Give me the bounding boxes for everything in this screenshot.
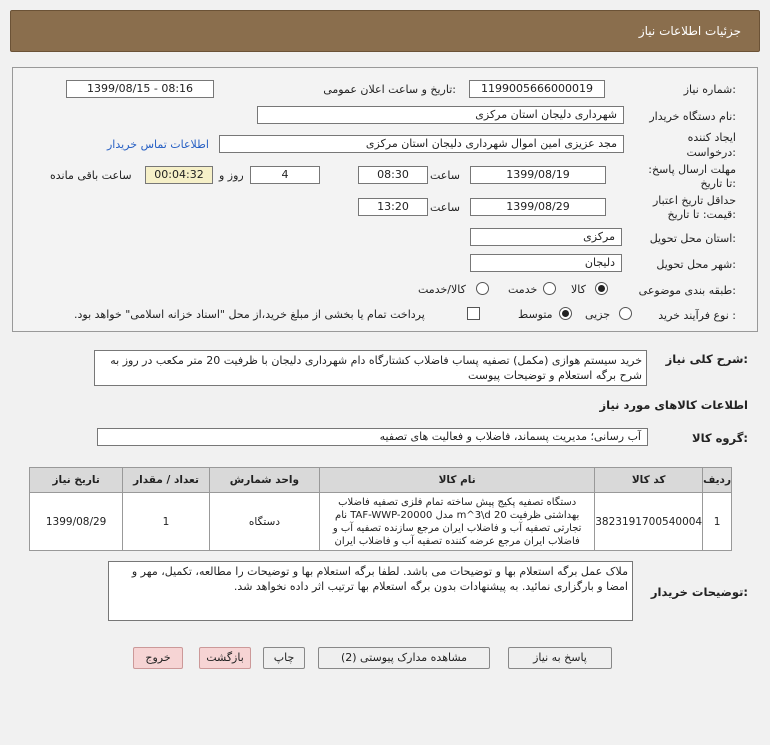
- validity-time-field: 13:20: [358, 198, 428, 216]
- days-field: 4: [250, 166, 320, 184]
- treasury-payment-note: پرداخت تمام یا بخشی از مبلغ خرید،از محل "اسناد خزانه اسلامی" خواهد بود.: [74, 308, 425, 321]
- col-index: ردیف: [703, 468, 732, 493]
- process-medium-label: متوسط: [518, 308, 553, 321]
- days-label: روز و: [219, 169, 244, 182]
- description-label: شرح کلی نیاز:: [665, 352, 748, 366]
- category-label: طبقه بندی موضوعی:: [638, 284, 736, 297]
- description-field: خرید سیستم هوازی (مکمل) تصفیه پساب فاضلاب کشتارگاه دام شهرداری دلیجان با ظرفیت 20 متر مکعب در روز به شرح برگه استعلام و توضیحات پیوست: [94, 350, 647, 386]
- goods-table-header: [30, 468, 732, 493]
- category-service-radio[interactable]: [543, 282, 556, 295]
- creator-label: ایجاد کننده درخواست:: [686, 131, 736, 159]
- row-code: 3823191700540004: [595, 493, 703, 551]
- buyer-notes-field: ملاک عمل برگه استعلام بها و توضیحات می باشد. لطفا برگه استعلام بها و توضیحات را مطالعه، تکمیل، مهر و امضا و بارگزاری نمائید. به پیشنهادات بدون برگه استعلام بها ترتیب اثر داده نخواهد شد.: [108, 561, 633, 621]
- remaining-label: ساعت باقی مانده: [50, 169, 132, 182]
- print-button[interactable]: چاپ: [263, 647, 305, 669]
- send-time-label: ساعت: [430, 169, 460, 182]
- category-service-label: خدمت: [508, 283, 538, 296]
- province-label: استان محل تحویل:: [649, 232, 736, 245]
- announce-datetime-field: 1399/08/15 - 08:16: [66, 80, 214, 98]
- row-unit: دستگاه: [209, 493, 319, 551]
- creator-field: مجد عزیزی امین اموال شهرداری دلیجان استان مرکزی: [219, 135, 624, 153]
- row-date: 1399/08/29: [30, 493, 123, 551]
- validity-time-label: ساعت: [430, 201, 460, 214]
- back-button[interactable]: بازگشت: [199, 647, 251, 669]
- row-name: دستگاه تصفیه پکیج پیش ساخته تمام فلزی تصفیه فاضلاب بهداشتی ظرفیت m^3\d 20 مدل TAF-WWP-20000 نام تجارتی تصفیه آب و فاضلاب ایران مرجع سازنده تصفیه آب و فاضلاب ایران مرجع عرضه کننده تصفیه آب و فاضلاب ایران: [320, 493, 595, 551]
- send-deadline-label: مهلت ارسال پاسخ: تا تاریخ:: [648, 163, 736, 190]
- category-both-radio[interactable]: [476, 282, 489, 295]
- table-row: [30, 493, 732, 551]
- goods-group-label: گروه کالا:: [692, 431, 748, 445]
- category-goods-label: کالا: [571, 283, 586, 296]
- reply-button[interactable]: پاسخ به نیاز: [508, 647, 612, 669]
- process-minor-radio[interactable]: [619, 307, 632, 320]
- validity-date-field: 1399/08/29: [470, 198, 606, 216]
- col-unit: واحد شمارش: [209, 468, 319, 493]
- need-number-label: شماره نیاز:: [683, 83, 736, 96]
- category-both-label: کالا/خدمت: [418, 283, 466, 296]
- city-label: شهر محل تحویل:: [656, 258, 736, 271]
- process-medium-radio[interactable]: [559, 307, 572, 320]
- row-qty: 1: [123, 493, 210, 551]
- city-field: دلیجان: [470, 254, 622, 272]
- price-validity-label: حداقل تاریخ اعتبار قیمت: تا تاریخ:: [652, 194, 736, 221]
- buyer-notes-label: توضیحات خریدار:: [650, 585, 748, 599]
- category-goods-radio[interactable]: [595, 282, 608, 295]
- buyer-contact-link[interactable]: اطلاعات تماس خریدار: [107, 138, 209, 151]
- treasury-payment-checkbox[interactable]: [467, 307, 480, 320]
- send-time-field: 08:30: [358, 166, 428, 184]
- col-name: نام کالا: [320, 468, 595, 493]
- buyer-org-label: نام دستگاه خریدار:: [649, 110, 736, 123]
- goods-section-title: اطلاعات کالاهای مورد نیاز: [599, 398, 748, 412]
- col-qty: تعداد / مقدار: [123, 468, 210, 493]
- row-index: 1: [703, 493, 732, 551]
- process-label: نوع فرآیند خرید :: [658, 309, 736, 322]
- page-header: [10, 10, 760, 52]
- col-date: تاریخ نیاز: [30, 468, 123, 493]
- need-number-field: 1199005666000019: [469, 80, 605, 98]
- process-minor-label: جزیی: [585, 308, 611, 321]
- buyer-org-field: شهرداری دلیجان استان مرکزی: [257, 106, 624, 124]
- page-title: جزئیات اطلاعات نیاز: [638, 24, 741, 38]
- goods-table: [29, 467, 732, 551]
- attachments-button[interactable]: مشاهده مدارک پیوستی (2): [318, 647, 490, 669]
- send-date-field: 1399/08/19: [470, 166, 606, 184]
- exit-button[interactable]: خروج: [133, 647, 183, 669]
- goods-group-field: آب رسانی؛ مدیریت پسماند، فاضلاب و فعالیت های تصفیه: [97, 428, 648, 446]
- announce-label: تاریخ و ساعت اعلان عمومی:: [323, 83, 456, 96]
- province-field: مرکزی: [470, 228, 622, 246]
- col-code: کد کالا: [595, 468, 703, 493]
- remaining-time-field: 00:04:32: [145, 166, 213, 184]
